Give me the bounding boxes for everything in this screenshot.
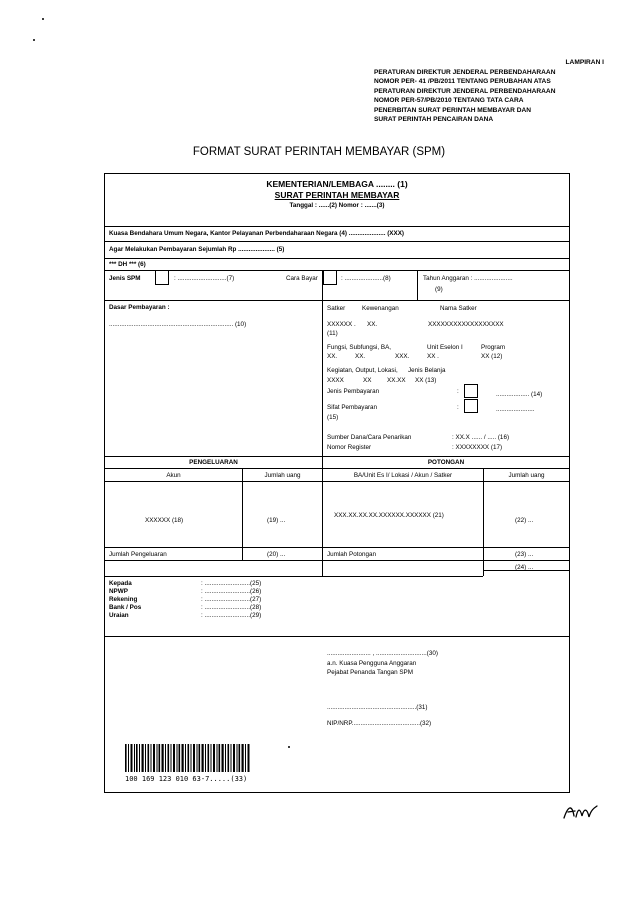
an-kpa-line: a.n. Kuasa Pengguna Anggaran <box>327 660 417 667</box>
col-jumlah-potongan: Jumlah uang <box>508 472 545 479</box>
eselon-header: Unit Eselon I <box>427 344 463 351</box>
potongan-title: POTONGAN <box>427 459 465 466</box>
extra-potongan-value: (24) ... <box>515 564 534 571</box>
jenis-pembayaran-checkbox[interactable] <box>464 384 478 398</box>
initials-scribble <box>560 800 600 824</box>
ref-11: (11) <box>327 330 338 337</box>
program-value: XX (12) <box>481 353 503 360</box>
eselon-value: XX . <box>427 353 439 360</box>
regulation-line: PERATURAN DIREKTUR JENDERAL PERBENDAHARAAN <box>374 68 556 76</box>
ba-value: XXX. <box>395 353 410 360</box>
fungsi-value: XX. <box>327 353 338 360</box>
nama-satker-value: XXXXXXXXXXXXXXXXXX <box>428 321 504 328</box>
divider <box>105 226 569 227</box>
nomor-register-label: Nomor Register <box>327 444 372 451</box>
sumber-dana-label: Sumber Dana/Cara Penarikan <box>327 434 412 441</box>
column-divider <box>322 270 323 576</box>
handwritten-initials <box>560 800 600 824</box>
jenis-spm-value: : ............................(7) <box>174 275 235 282</box>
regulation-line: NOMOR PER-57/PB/2010 TENTANG TATA CARA <box>374 97 524 104</box>
tahun-anggaran-ref: (9) <box>435 286 443 293</box>
dh-line: *** DH *** (6) <box>109 261 146 268</box>
form-title: SURAT PERINTAH MEMBAYAR <box>274 190 400 200</box>
sifat-pembayaran-value: ...................... <box>496 406 535 413</box>
nama-satker-header: Nama Satker <box>440 305 477 312</box>
stray-dot-3 <box>288 746 290 748</box>
dasar-pembayaran-label: Dasar Pembayaran : <box>109 304 170 311</box>
total-pengeluaran-value: (20) ... <box>267 551 286 558</box>
kewenangan-header: Kewenangan <box>362 305 399 312</box>
uraian-label: Uraian <box>109 612 129 619</box>
column-divider <box>483 468 484 576</box>
stray-dot-2 <box>33 39 35 41</box>
column-divider <box>417 270 418 300</box>
cara-bayar-value: : ......................(8) <box>341 275 391 282</box>
akun-value: XXXXXX (18) <box>145 517 184 524</box>
npwp-value: : ..........................(26) <box>201 588 262 595</box>
divider <box>105 560 569 561</box>
jenis-belanja-value: XX (13) <box>415 377 437 384</box>
divider <box>105 300 569 301</box>
bank-label: Bank / Pos <box>109 604 142 611</box>
sifat-pembayaran-colon: : <box>457 404 459 411</box>
barcode <box>125 744 251 772</box>
fungsi-header: Fungsi, Subfungsi, BA, <box>327 344 392 351</box>
divider <box>105 468 569 469</box>
kepada-value: : ..........................(25) <box>201 580 262 587</box>
jumlah-potongan-value: (22) ... <box>515 517 534 524</box>
ref-15: (15) <box>327 414 339 421</box>
npwp-label: NPWP <box>109 588 128 595</box>
kegiatan-header: Kegiatan, Output, Lokasi, <box>327 367 398 374</box>
divider <box>105 547 569 548</box>
barcode-graphic <box>125 744 251 772</box>
signer-name-line: ...................................................(31) <box>327 704 428 711</box>
barcode-number: 100 169 123 010 63-7.....(33) <box>125 775 248 783</box>
divider <box>105 270 569 271</box>
stray-dot-1 <box>42 18 44 20</box>
jenis-pembayaran-colon: : <box>457 388 459 395</box>
kewenangan-value: XX. <box>367 321 378 328</box>
payment-amount-line: Agar Melakukan Pembayaran Sejumlah Rp ..................... (5) <box>109 246 285 253</box>
regulation-line: SURAT PERINTAH PENCAIRAN DANA <box>374 116 494 123</box>
divider <box>105 241 569 242</box>
lokasi-value: XX.XX <box>387 377 406 384</box>
bank-value: : ..........................(28) <box>201 604 262 611</box>
satker-header: Satker <box>327 305 346 312</box>
nomor-register-value: : XXXXXXXX (17) <box>452 444 503 451</box>
pengeluaran-title: PENGELUARAN <box>189 459 238 466</box>
sumber-dana-value: : XX.X ...... / ..... (16) <box>452 434 510 441</box>
kepada-label: Kepada <box>109 580 132 587</box>
column-divider <box>242 468 243 560</box>
col-ba-unit: BA/Unit Es I/ Lokasi / Akun / Satker <box>353 472 453 479</box>
rekening-label: Rekening <box>109 596 138 603</box>
regulation-line: NOMOR PER- 41 /PB/2011 TENTANG PERUBAHAN ATAS <box>374 78 551 85</box>
nip-line: NIP/NRP.......................................(32) <box>327 720 432 727</box>
col-jumlah-pengeluaran: Jumlah uang <box>264 472 301 479</box>
ministry-heading: KEMENTERIAN/LEMBAGA ........ (1) <box>266 179 408 189</box>
lampiran-label: LAMPIRAN I <box>565 59 604 66</box>
kuasa-bun-line: Kuasa Bendahara Umum Negara, Kantor Pelayanan Perbendaharaan Negara (4) ..................... (XXX) <box>109 230 404 237</box>
kegiatan-value: XXXX <box>327 377 344 384</box>
cara-bayar-checkbox[interactable] <box>323 270 337 285</box>
date-number-line: Tanggal : ......(2) Nomor : .......(3) <box>289 202 385 209</box>
jenis-pembayaran-label: Jenis Pembayaran <box>327 388 380 395</box>
subfungsi-value: XX. <box>355 353 366 360</box>
cara-bayar-label: Cara Bayar <box>286 275 318 282</box>
divider <box>105 456 569 457</box>
total-potongan-label: Jumlah Potongan <box>327 551 377 558</box>
divider <box>105 258 569 259</box>
satker-value: XXXXXX . <box>327 321 356 328</box>
page-title: FORMAT SURAT PERINTAH MEMBAYAR (SPM) <box>192 146 446 158</box>
jenis-pembayaran-value: ................... (14) <box>496 391 543 398</box>
output-value: XX <box>363 377 372 384</box>
jumlah-pengeluaran-value: (19) ... <box>267 517 286 524</box>
divider <box>105 636 569 637</box>
regulation-line: PERATURAN DIREKTUR JENDERAL PERBENDAHARAAN <box>374 87 556 95</box>
pejabat-line: Pejabat Penanda Tangan SPM <box>327 669 414 676</box>
regulation-header <box>374 58 604 125</box>
total-potongan-value: (23) ... <box>515 551 534 558</box>
divider <box>105 576 483 577</box>
program-header: Program <box>481 344 506 351</box>
regulation-line: PENERBITAN SURAT PERINTAH MEMBAYAR DAN <box>374 106 532 114</box>
tahun-anggaran: Tahun Anggaran : ...................... <box>423 275 513 282</box>
spm-form <box>104 173 570 793</box>
place-date-line: ......................... , .............................(30) <box>327 650 438 657</box>
sifat-pembayaran-checkbox[interactable] <box>464 399 478 413</box>
col-akun: Akun <box>166 472 181 479</box>
jenis-spm-label: Jenis SPM <box>109 275 141 282</box>
ba-unit-value: XXX.XX.XX.XX.XXXXXX.XXXXXX (21) <box>334 512 444 519</box>
sifat-pembayaran-label: Sifat Pembayaran <box>327 404 378 411</box>
total-pengeluaran-label: Jumlah Pengeluaran <box>109 551 167 558</box>
rekening-value: : ..........................(27) <box>201 596 262 603</box>
dasar-pembayaran-value: ....................................................................... (10) <box>109 321 247 328</box>
divider <box>105 481 569 482</box>
jenis-belanja-header: Jenis Belanja <box>408 367 446 374</box>
uraian-value: : ..........................(29) <box>201 612 262 619</box>
jenis-spm-checkbox[interactable] <box>155 270 169 285</box>
